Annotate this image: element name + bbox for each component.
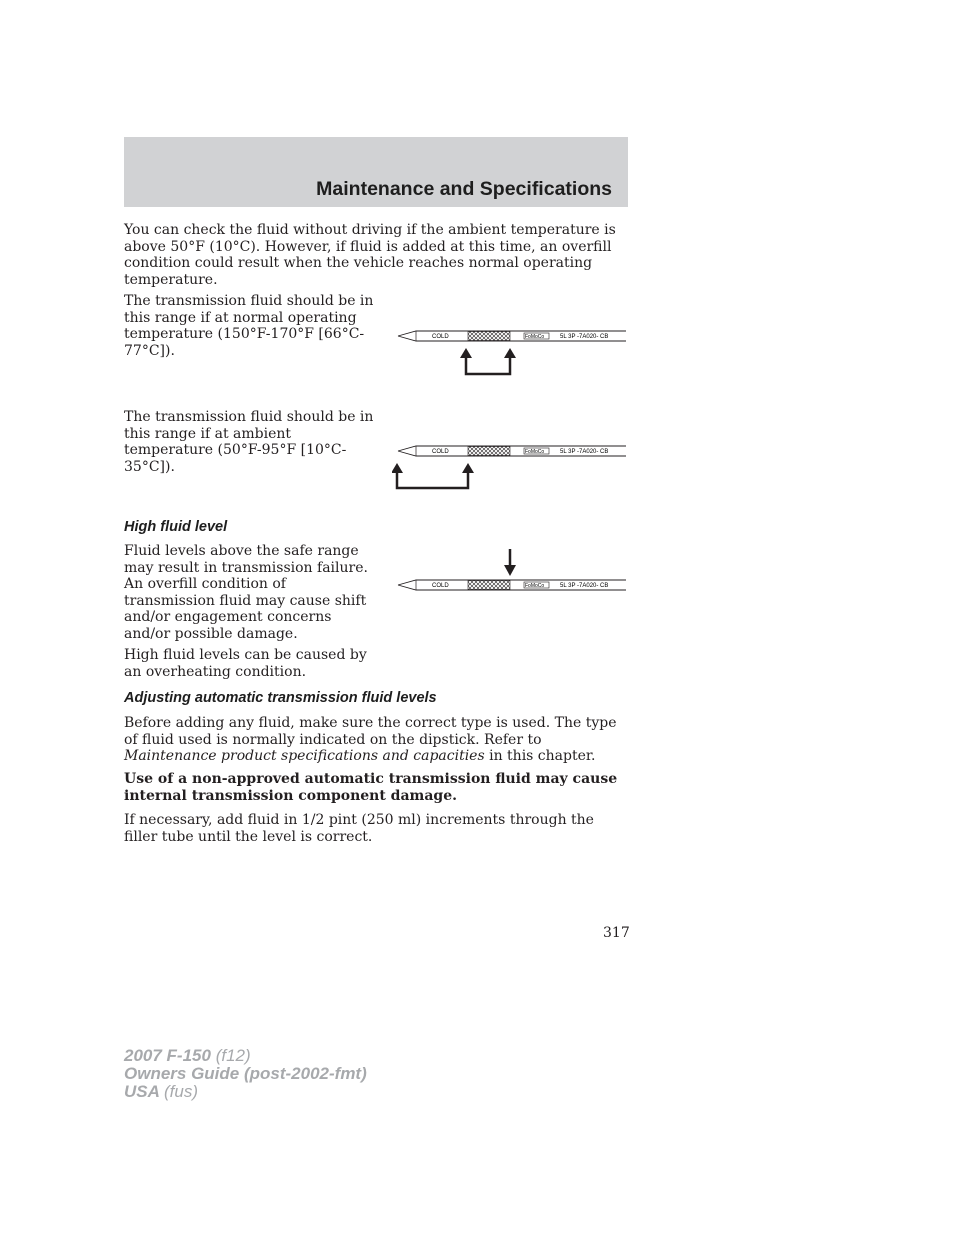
fluid-warning: Use of a non-approved automatic transmission fluid may cause internal transmission component damage.	[124, 771, 618, 804]
crosshatch-zone	[468, 581, 510, 590]
dipstick-high-level-figure	[392, 546, 632, 598]
ambient-range-paragraph: The transmission fluid should be in this range if at ambient temperature (50°F-95°F [10°C-35°C]).	[124, 409, 374, 475]
fluid-type-paragraph: Before adding any fluid, make sure the correct type is used. The type of fluid used is normally indicated on the dipstick. Refer to Maintenance product specifications and capacities in this chapter.	[124, 715, 617, 764]
range-max-arrow-icon	[504, 348, 516, 358]
dipstick-cold-label: COLD	[432, 449, 449, 455]
dipstick-normal-range-figure	[392, 322, 632, 382]
range-min-arrow-icon	[392, 463, 403, 473]
dipstick-part-number: 5L 3P -7A020- CB	[560, 583, 609, 589]
overheating-paragraph: High fluid levels can be caused by an overheating condition.	[124, 647, 367, 680]
chapter-reference: Maintenance product specifications and capacities	[124, 748, 485, 764]
adjusting-fluid-heading: Adjusting automatic transmission fluid levels	[124, 690, 437, 706]
page-number: 317	[603, 925, 630, 941]
crosshatch-zone	[468, 447, 510, 456]
dipstick-part-number: 5L 3P -7A020- CB	[560, 334, 609, 340]
dipstick-ambient-range-figure	[392, 437, 632, 497]
dipstick-brand-mark: FoMoCo	[525, 583, 545, 589]
intro-paragraph: You can check the fluid without driving if the ambient temperature is above 50°F (10°C). However, if fluid is added at this time, an overfill condition could result when the vehicle reaches normal operating temperature.	[124, 222, 616, 288]
high-fluid-level-heading: High fluid level	[124, 519, 228, 535]
crosshatch-zone	[468, 332, 510, 341]
overfill-arrow-icon	[504, 565, 516, 576]
section-header-band	[124, 137, 628, 207]
dipstick-part-number: 5L 3P -7A020- CB	[560, 449, 609, 455]
section-title: Maintenance and Specifications	[316, 178, 612, 200]
dipstick-cold-label: COLD	[432, 334, 449, 340]
range-min-arrow-icon	[460, 348, 472, 358]
document-footer: 2007 F-150 (f12) Owners Guide (post-2002-fmt) USA (fus)	[124, 1046, 367, 1101]
range-max-arrow-icon	[462, 463, 474, 473]
add-fluid-paragraph: If necessary, add fluid in 1/2 pint (250 ml) increments through the filler tube until the level is correct.	[124, 812, 594, 845]
normal-range-paragraph: The transmission fluid should be in this range if at normal operating temperature (150°F-170°F [66°C-77°C]).	[124, 293, 374, 359]
dipstick-cold-label: COLD	[432, 583, 449, 589]
dipstick-brand-mark: FoMoCo	[525, 449, 545, 455]
dipstick-brand-mark: FoMoCo	[525, 334, 545, 340]
high-fluid-level-paragraph: Fluid levels above the safe range may result in transmission failure. An overfill condition of transmission fluid may cause shift and/or engagement concerns and/or possible damage.	[124, 543, 368, 642]
